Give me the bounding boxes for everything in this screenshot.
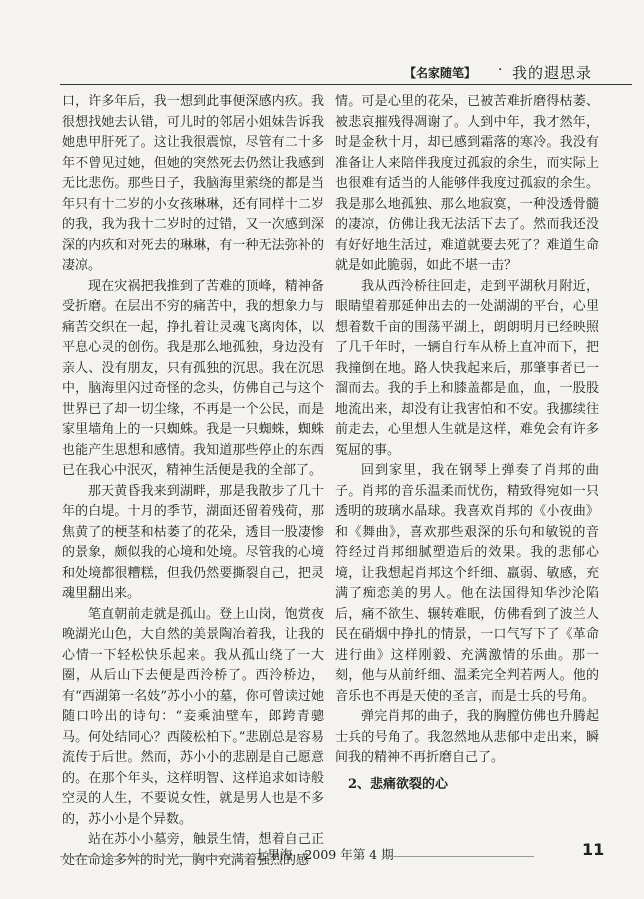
section-heading: 2、悲痛欲裂的心 [348,776,449,792]
paragraph: 站在苏小小墓旁，触景生情，想着自己正处在命途多舛的时光，胸中充满着强烈的感 [62,832,324,868]
header-rule [60,84,632,85]
paragraph: 笔直朝前走就是孤山。登上山岗，饱赏夜晚湖光山色，大自然的美景陶冶着我，让我的心情一下轻松快乐起来。我从孤山绕了一大圈，从后山下去便是西泠桥了。西泠桥边，有“西湖第一名妓”苏小小的墓，你可曾读过她随口吟出的诗句：“妾乘油壁车，郎跨青骢马。何处结同心？西陵松柏下。”悲剧总是容易流传于后世。然而，苏小小的悲剧是自己愿意的。在那个年头，这样明智、这样追求如诗般空灵的人生，不要说女性，就是男人也是不多的，苏小小是个异数。 [62,606,324,827]
running-header [404,62,628,82]
paragraph: 现在灾祸把我推到了苦难的顶峰，精神备受折磨。在层出不穷的痛苦中，我的想象力与痛苦交织在一起，挣扎着让灵魂飞离肉体，以平息心灵的创伤。我是那么地孤独，身边没有亲人、没有朋友，只有孤独的沉思。我在沉思中，脑海里闪过奇怪的念头，仿佛自己与这个世界已了却一切尘缘，不再是一个公民，而是家里墙角上的一只蜘蛛。我是一只蜘蛛，蜘蛛也能产生思想和感情。我知道那些停止的东西已在我心中泯灭，精神生活便是我的全部了。 [62,278,324,478]
page-number: 11 [582,840,605,859]
column-tag: 【名家随笔】 [404,66,477,80]
paragraph: 情。可是心里的花朵，已被苦难折磨得枯萎、被悲哀摧残得凋谢了。人到中年，我才然年，时是金秋十月，却已感到霜落的寒冷。我没有准备让人来陪伴我度过孤寂的余生，而实际上也很难有适当的人能够伴我度过孤寂的余生。我是那么地孤独、那么地寂寞，一种没透骨髓的凄凉，仿佛让我无法活下去了。然而我还没有好好地生活过，难道就要去死了？难道生命就是如此脆弱，如此不堪一击？ [335,94,599,273]
footer-rule-right [384,856,534,857]
header-separator: · [498,62,503,78]
paragraph: 回到家里，我在钢琴上弹奏了肖邦的曲子。肖邦的音乐温柔而忧伤，精致得宛如一只透明的玻璃水晶球。我喜欢肖邦的《小夜曲》和《舞曲》，喜欢那些艰深的乐句和敏锐的音符经过肖邦细腻塑造后的效果。我的悲郁心境，让我想起肖邦这个纤细、羸弱、敏感，充满了痴恋美的男人。他在法国得知华沙沦陷后，痛不欲生、辗转难眠，仿佛看到了波兰人民在硝烟中挣扎的情景，一口气写下了《革命进行曲》这样刚毅、充满激情的乐曲。那一刻，他与从前纤细、温柔完全判若两人。他的音乐也不再是天使的圣言，而是士兵的号角。 [335,463,599,704]
paragraph: 我从西泠桥往回走，走到平湖秋月附近，眼睛望着那延伸出去的一处湖湖的平台，心里想着数千亩的围荡平湖上，朗朗明月已经映照了几千年时，一辆自行车从桥上直冲而下，把我撞倒在地。路人快我起来后，那肇事者已一溜而去。我的手上和膝盖都是血，血，一股股地流出来，却没有让我害怕和不安。我挪续往前走去，心里想人生就是这样，难免会有许多冤屈的事。 [335,278,599,458]
paragraph: 那天黄昏我来到湖畔，那是我散步了几十年的白堤。十月的季节，湖面还留着残荷，那焦黄了的梗茎和枯萎了的花朵，透目一股凄惨的景象，颇似我的心境和处境。尽管我的心境和处境都很糟糕，但我仍然要撕裂自己，把灵魂里翻出来。 [62,483,324,601]
left-column [62,92,324,871]
right-column [335,92,599,795]
footer-journal: 七里海 · 2009 年第 4 期 [255,847,394,862]
paragraph: 弹完肖邦的曲子，我的胸膛仿佛也升腾起士兵的号角了。我忽然地从悲郁中走出来，瞬间我的精神不再折磨自己了。 [335,709,599,765]
footer-rule-left [60,856,250,857]
paragraph: 口，许多年后，我一想到此事便深感内疚。我很想找她去认错，可儿时的邻居小姐妹告诉我她患甲肝死了。这让我很震惊，尽管有二十多年不曾见过她，但她的突然死去仍然让我感到无比悲伤。那些日子，我脑海里萦绕的都是当年只有十二岁的小女孩琳琳，还有同样十二岁的我，我为我十二岁时的过错，又一次感到深深的内疚和对死去的琳琳，有一种无法弥补的凄凉。 [62,94,324,273]
header-title: 我的遐思录 [512,64,593,82]
